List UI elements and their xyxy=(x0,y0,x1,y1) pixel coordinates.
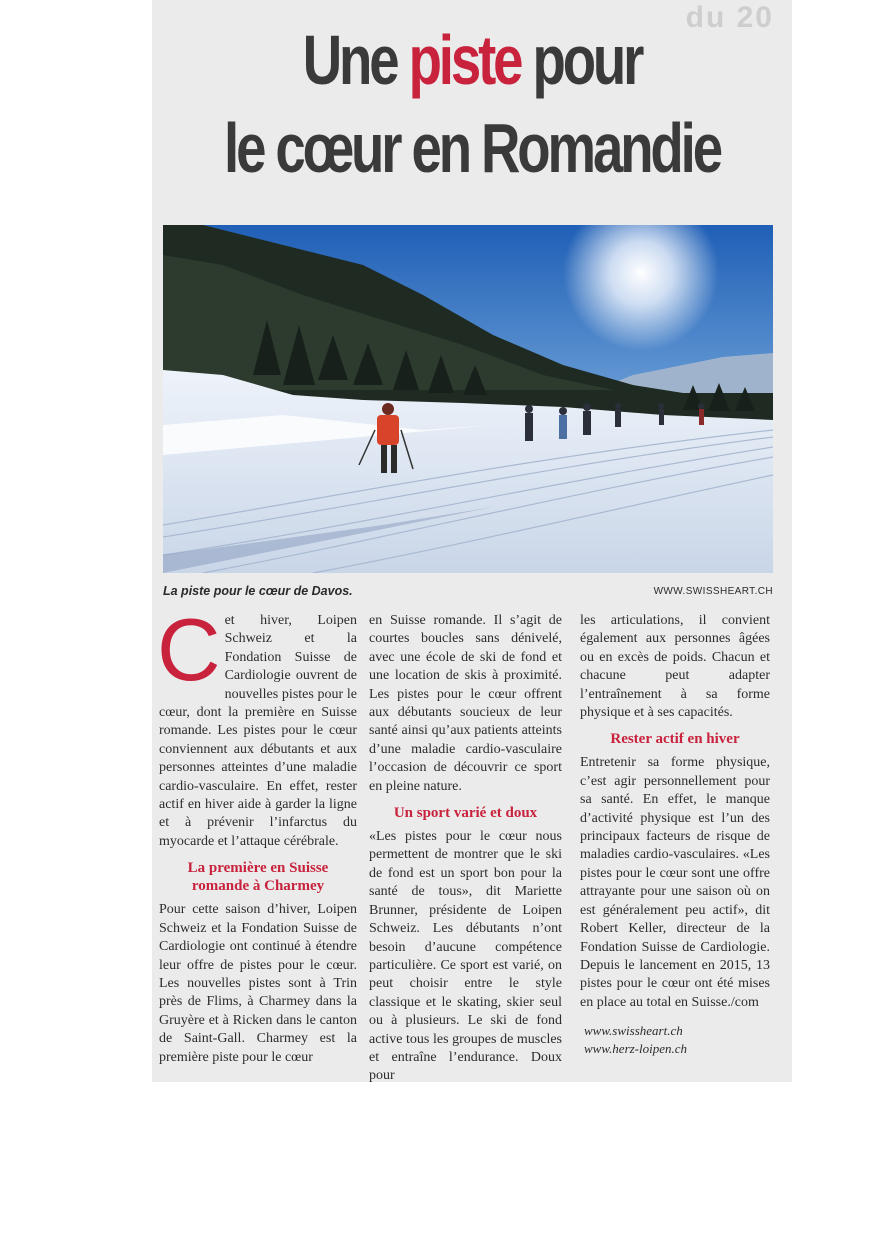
photo-credit: WWW.SWISSHEART.CH xyxy=(653,586,773,597)
photo-caption: La piste pour le cœur de Davos. xyxy=(163,584,353,598)
newspaper-clipping xyxy=(152,0,792,1082)
subheading-sport-varie: Un sport varié et doux xyxy=(393,805,538,822)
bleed-through-text: du 20 xyxy=(685,1,774,34)
headline xyxy=(222,16,721,192)
article-column-3 xyxy=(580,612,770,1058)
headline-line-2: le cœur en Romandie xyxy=(224,109,720,187)
paragraph-suisse-romande: en Suisse romande. Il s’agit de courtes boucles sans dénivelé, avec une école de ski de fond et une location de skis à proximité. Les pistes pour le cœur offrent aux débutants soucieux de leur santé ainsi qu’aux patients atteints d’une maladie cardio-vasculaire l’occasion de découvrir ce sport en pleine nature. xyxy=(369,613,562,794)
headline-part: pour xyxy=(520,21,642,99)
link-swissheart[interactable]: www.swissheart.ch xyxy=(584,1023,683,1039)
drop-cap: C xyxy=(157,600,221,699)
paragraph-sport-varie: «Les pistes pour le cœur nous permettent de montrer que le ski de fond est un sport bon pour la santé de tous», dit Mariette Brunner, présidente de Loipen Schweiz. Les débutants n’ont besoin d’aucune compétence particulière. Ce sport est varié, on peut choisir entre le style classique et le skating, skier seul ou à plusieurs. Le ski de fond active tous les groupes de muscles et entraîne l’endurance. Doux pour xyxy=(369,829,562,1084)
link-herz-loipen[interactable]: www.herz-loipen.ch xyxy=(584,1041,688,1057)
paragraph-rester-actif: Entretenir sa forme physique, c’est agir personnellement pour sa santé. En effet, le manque d’activité physique est l’un des principaux facteurs de risque de maladies cardio-vasculaires. «Les pistes pour le cœur sont une offre attrayante pour une saison où on est généralement peu actif», dit Robert Keller, directeur de la Fondation Suisse de Cardiologie. Depuis le lancement en 2015, 13 pistes pour le cœur ont été mises en place au total en Suisse./com xyxy=(580,755,770,1010)
paragraph-articulations: les articulations, il convient également aux personnes âgées ou en excès de poids. Chacun et chacune peut adapter l’entraînement à sa forme physique et à ses capacités. xyxy=(580,613,770,721)
photo-caption-row xyxy=(163,584,773,602)
paragraph-charmey: Pour cette saison d’hiver, Loipen Schweiz et la Fondation Suisse de Cardiologie ont continué à étendre leur offre de pistes pour le cœur. Les nouvelles pistes sont à Trin près de Flims, à Charmey dans la Gruyère et à Ricken dans le canton de Saint-Gall. Charmey est la première piste pour le cœur xyxy=(159,902,357,1065)
headline-part: Une xyxy=(302,21,409,99)
article-photo xyxy=(163,225,773,573)
ski-trail-photo xyxy=(163,225,773,573)
headline-highlight: piste xyxy=(408,21,521,99)
intro-paragraph xyxy=(157,600,357,851)
subheading-rester-actif: Rester actif en hiver xyxy=(610,731,740,748)
intro-text: et hiver, Loipen Schweiz et la Fondation Suisse de Cardiologie ouvrent de nouvelles pistes pour le cœur, dont la première en Suisse romande. Les pistes pour le cœur conviennent aux débutants et aux personnes atteintes d’une maladie cardio-vasculaire. En effet, rester actif en hiver aide à garder la ligne et à prévenir l’infarctus du myocarde et l’attaque cérébrale. xyxy=(159,613,357,849)
subheading-charmey: La première en Suisse romande à Charmey xyxy=(187,860,329,895)
article-column-1 xyxy=(157,600,357,1067)
web-links xyxy=(580,1022,770,1058)
article-column-2 xyxy=(369,612,562,1086)
